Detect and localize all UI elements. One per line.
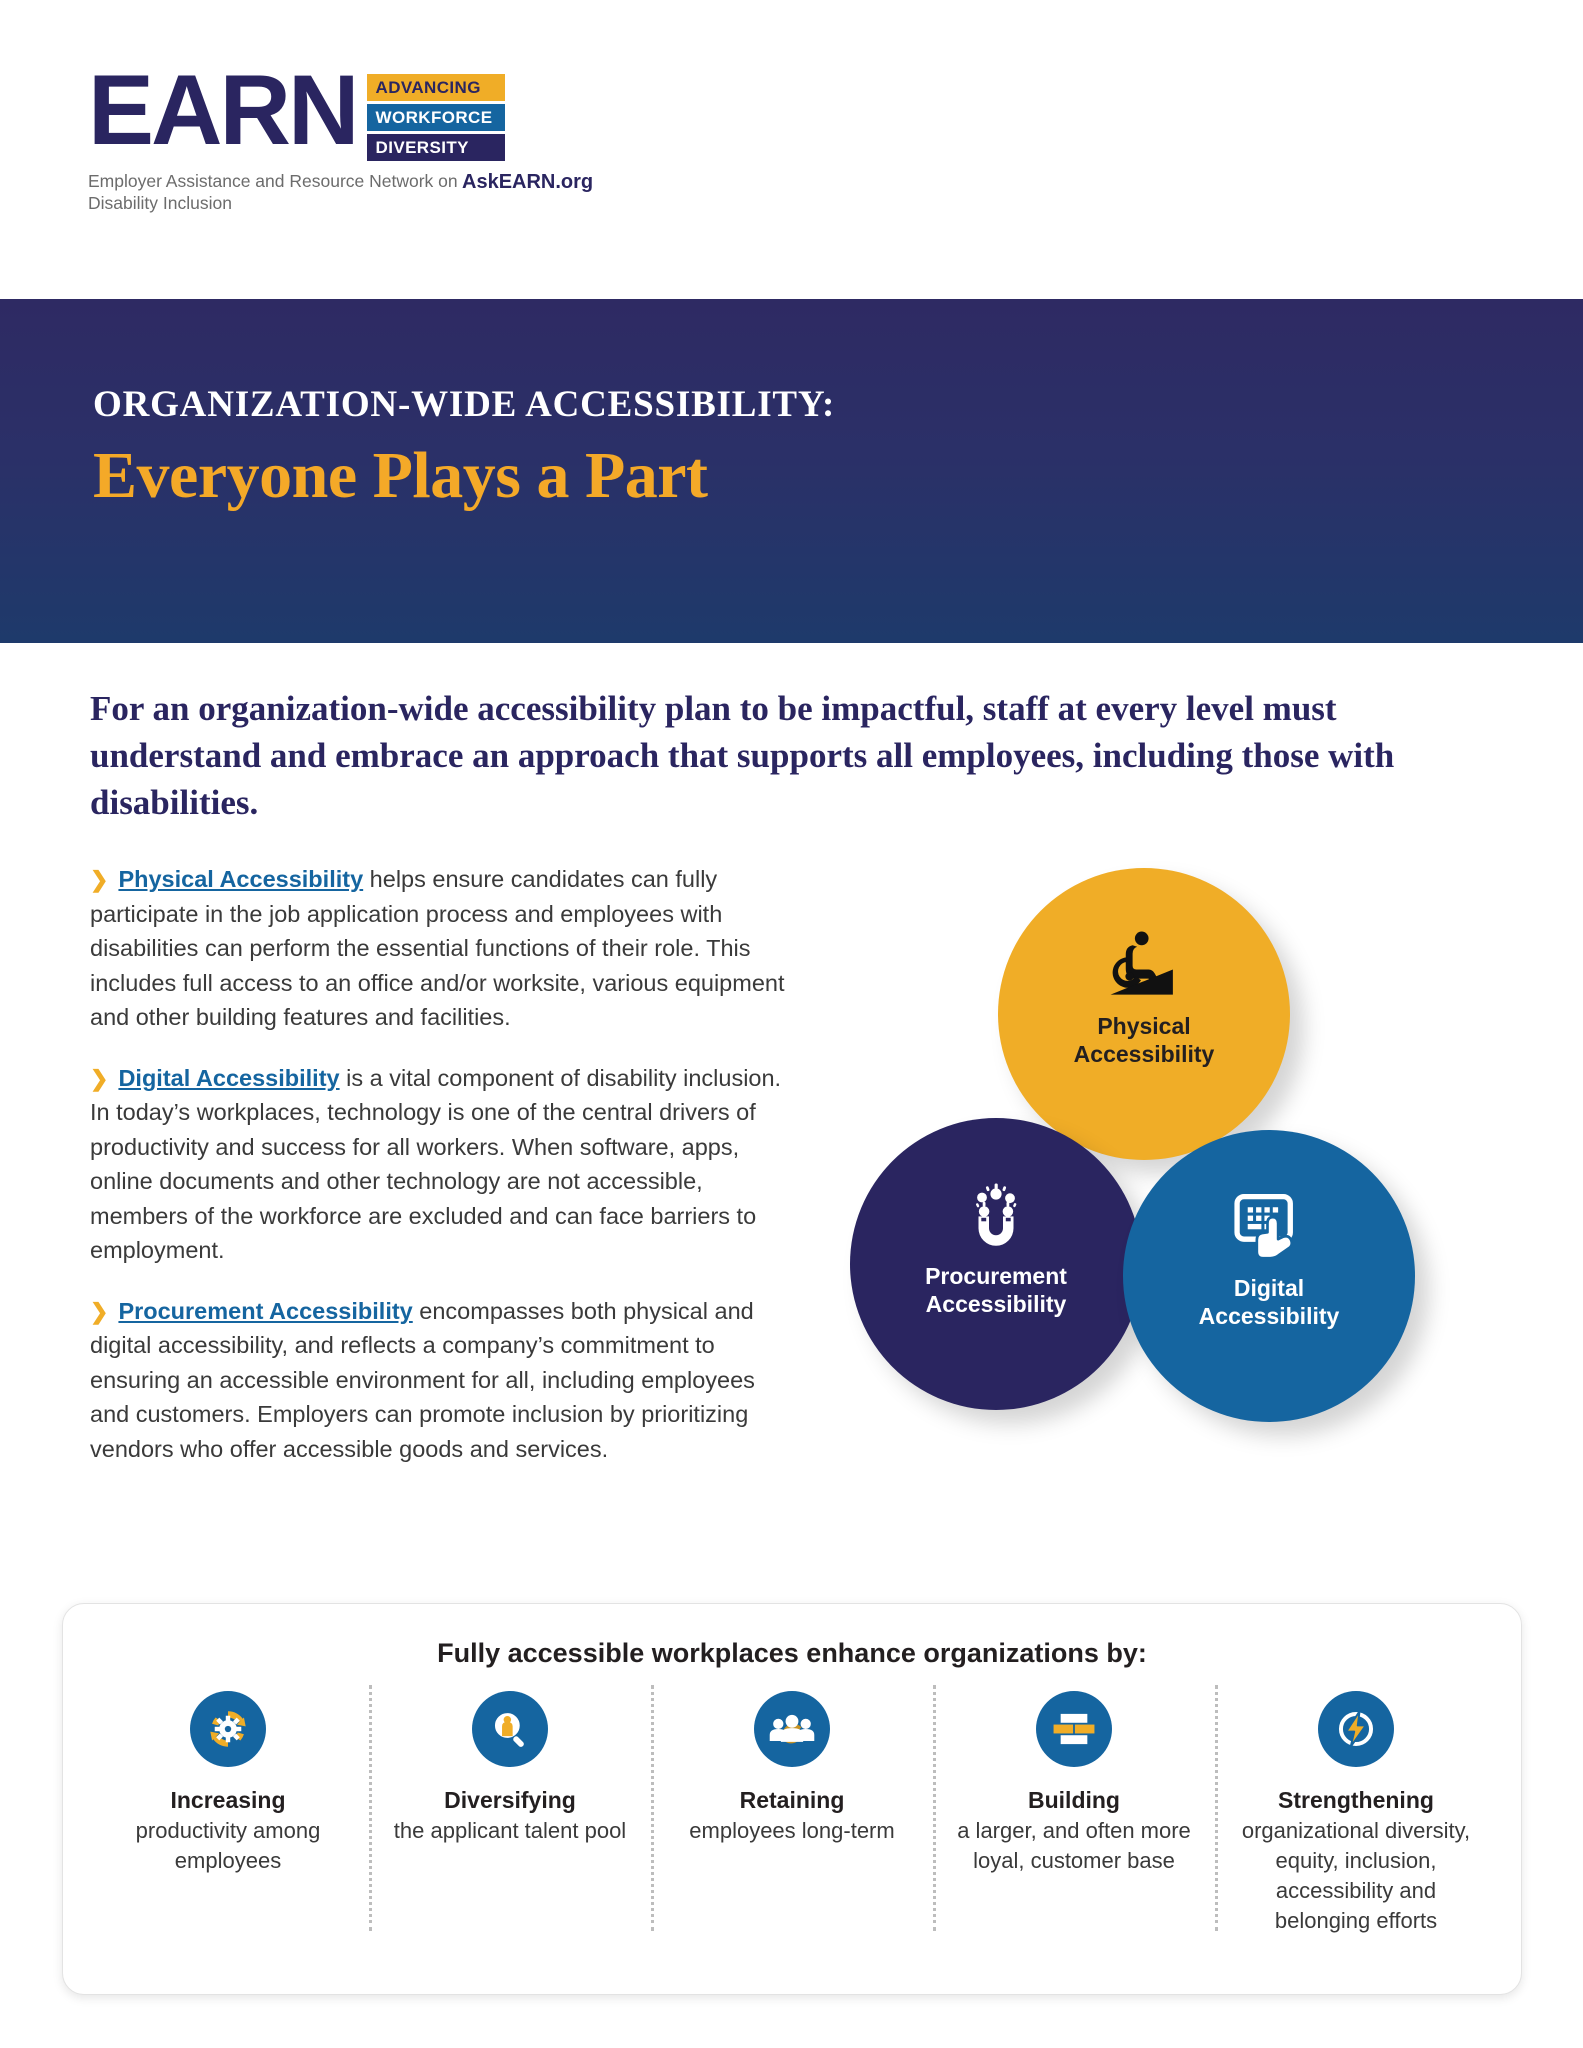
lightning-bolt-icon xyxy=(1333,1706,1379,1752)
paragraph-digital xyxy=(90,1061,790,1268)
accessibility-venn-diagram xyxy=(835,868,1475,1488)
benefit-text: organizational diversity, equity, inclusion, accessibility and belonging efforts xyxy=(1241,1818,1471,1933)
venn-label-procurement-line1: Procurement xyxy=(925,1263,1067,1289)
venn-circle-physical xyxy=(998,868,1290,1160)
paragraph-procurement xyxy=(90,1294,790,1467)
banner-kicker: ORGANIZATION-WIDE ACCESSIBILITY: xyxy=(93,384,836,425)
benefits-card xyxy=(62,1603,1522,1995)
badge-diversity: DIVERSITY xyxy=(367,134,505,161)
venn-label-physical-line2: Accessibility xyxy=(1073,1041,1215,1068)
people-cycle-icon xyxy=(768,1705,816,1753)
gear-refresh-icon xyxy=(205,1706,251,1752)
benefit-text: productivity among employees xyxy=(135,1818,321,1873)
venn-label-procurement-line2: Accessibility xyxy=(925,1291,1067,1318)
benefits-row xyxy=(63,1691,1521,1936)
benefit-icon-wrap xyxy=(754,1691,830,1767)
venn-label-digital xyxy=(1199,1274,1340,1330)
link-digital-accessibility[interactable]: Digital Accessibility xyxy=(118,1064,340,1091)
wheelchair-ramp-icon xyxy=(1106,930,1182,1000)
benefit-item-retaining xyxy=(651,1691,933,1936)
venn-circle-procurement xyxy=(850,1118,1142,1410)
paragraph-physical-text: helps ensure candidates can fully participate in the job application process and employees with disabilities can perform the essential functions of their role. This includes full access to an office and/or worksite, various equipment and other building features and facilities. xyxy=(90,866,785,1031)
magnifier-person-icon xyxy=(487,1706,533,1752)
logo-bottom-row xyxy=(88,170,728,215)
logo-badge-stack xyxy=(367,74,505,161)
benefit-item-building xyxy=(933,1691,1215,1936)
benefit-title: Retaining xyxy=(739,1787,845,1813)
venn-label-digital-line1: Digital xyxy=(1233,1275,1305,1301)
benefit-title: Increasing xyxy=(170,1787,286,1813)
badge-advancing: ADVANCING xyxy=(367,74,505,101)
link-physical-accessibility[interactable]: Physical Accessibility xyxy=(118,866,364,892)
venn-label-digital-line2: Accessibility xyxy=(1198,1303,1340,1330)
banner-title: Everyone Plays a Part xyxy=(93,439,708,512)
benefit-title: Strengthening xyxy=(1278,1787,1434,1813)
venn-circle-digital xyxy=(1123,1130,1415,1422)
link-procurement-accessibility[interactable]: Procurement Accessibility xyxy=(118,1297,413,1324)
benefits-card-title: Fully accessible workplaces enhance organizations by: xyxy=(437,1638,1147,1668)
chevron-right-icon: ❯ xyxy=(90,1065,109,1091)
header-banner xyxy=(0,299,1583,643)
venn-label-procurement xyxy=(925,1262,1067,1318)
benefit-item-diversifying xyxy=(369,1691,651,1936)
benefit-text: a larger, and often more loyal, customer base xyxy=(957,1818,1191,1873)
benefit-text: employees long-term xyxy=(689,1818,895,1843)
benefit-text: the applicant talent pool xyxy=(393,1818,627,1843)
chevron-right-icon: ❯ xyxy=(90,867,109,892)
paragraph-procurement-text: encompasses both physical and digital accessibility, and reflects a company’s commitment to ensuring an accessible environment for all, including employees and customers. Employers can promote inclusion by prioritizing vendors who offer accessible goods and services. xyxy=(90,1297,755,1462)
intro-statement: For an organization-wide accessibility plan to be impactful, staff at every level must understand and embrace an approach that supports all employees, including those with disabilities. xyxy=(90,689,1395,822)
benefit-title: Building xyxy=(1028,1787,1120,1813)
earn-wordmark: EARN xyxy=(88,54,357,165)
chevron-right-icon: ❯ xyxy=(90,1298,109,1324)
benefit-icon-wrap xyxy=(472,1691,548,1767)
venn-label-physical xyxy=(1074,1012,1215,1068)
bricks-icon xyxy=(1050,1706,1098,1752)
benefit-icon-wrap xyxy=(190,1691,266,1767)
benefit-item-increasing xyxy=(87,1691,369,1936)
benefit-item-strengthening xyxy=(1215,1691,1497,1936)
logo-top-row xyxy=(88,54,728,165)
benefit-title: Diversifying xyxy=(444,1787,576,1813)
touchscreen-hand-icon xyxy=(1231,1192,1307,1262)
paragraph-physical xyxy=(90,862,790,1035)
logo-tagline: Employer Assistance and Resource Network on Disability Inclusion xyxy=(88,171,458,214)
badge-workforce: WORKFORCE xyxy=(367,104,505,131)
banner-text-group xyxy=(93,383,835,514)
paragraph-digital-text: is a vital component of disability inclusion. In today’s workplaces, technology is one of the central drivers of productivity and success for all workers. When software, apps, online documents and other technology are not accessible, members of the workforce are excluded and can face barriers to employment. xyxy=(90,1064,782,1264)
magnet-icon xyxy=(958,1180,1034,1250)
askearn-url[interactable]: AskEARN.org xyxy=(462,171,594,193)
benefit-icon-wrap xyxy=(1318,1691,1394,1767)
accessibility-descriptions xyxy=(90,862,790,1493)
benefit-icon-wrap xyxy=(1036,1691,1112,1767)
venn-label-physical-line1: Physical xyxy=(1097,1013,1191,1039)
earn-logo xyxy=(88,54,728,242)
